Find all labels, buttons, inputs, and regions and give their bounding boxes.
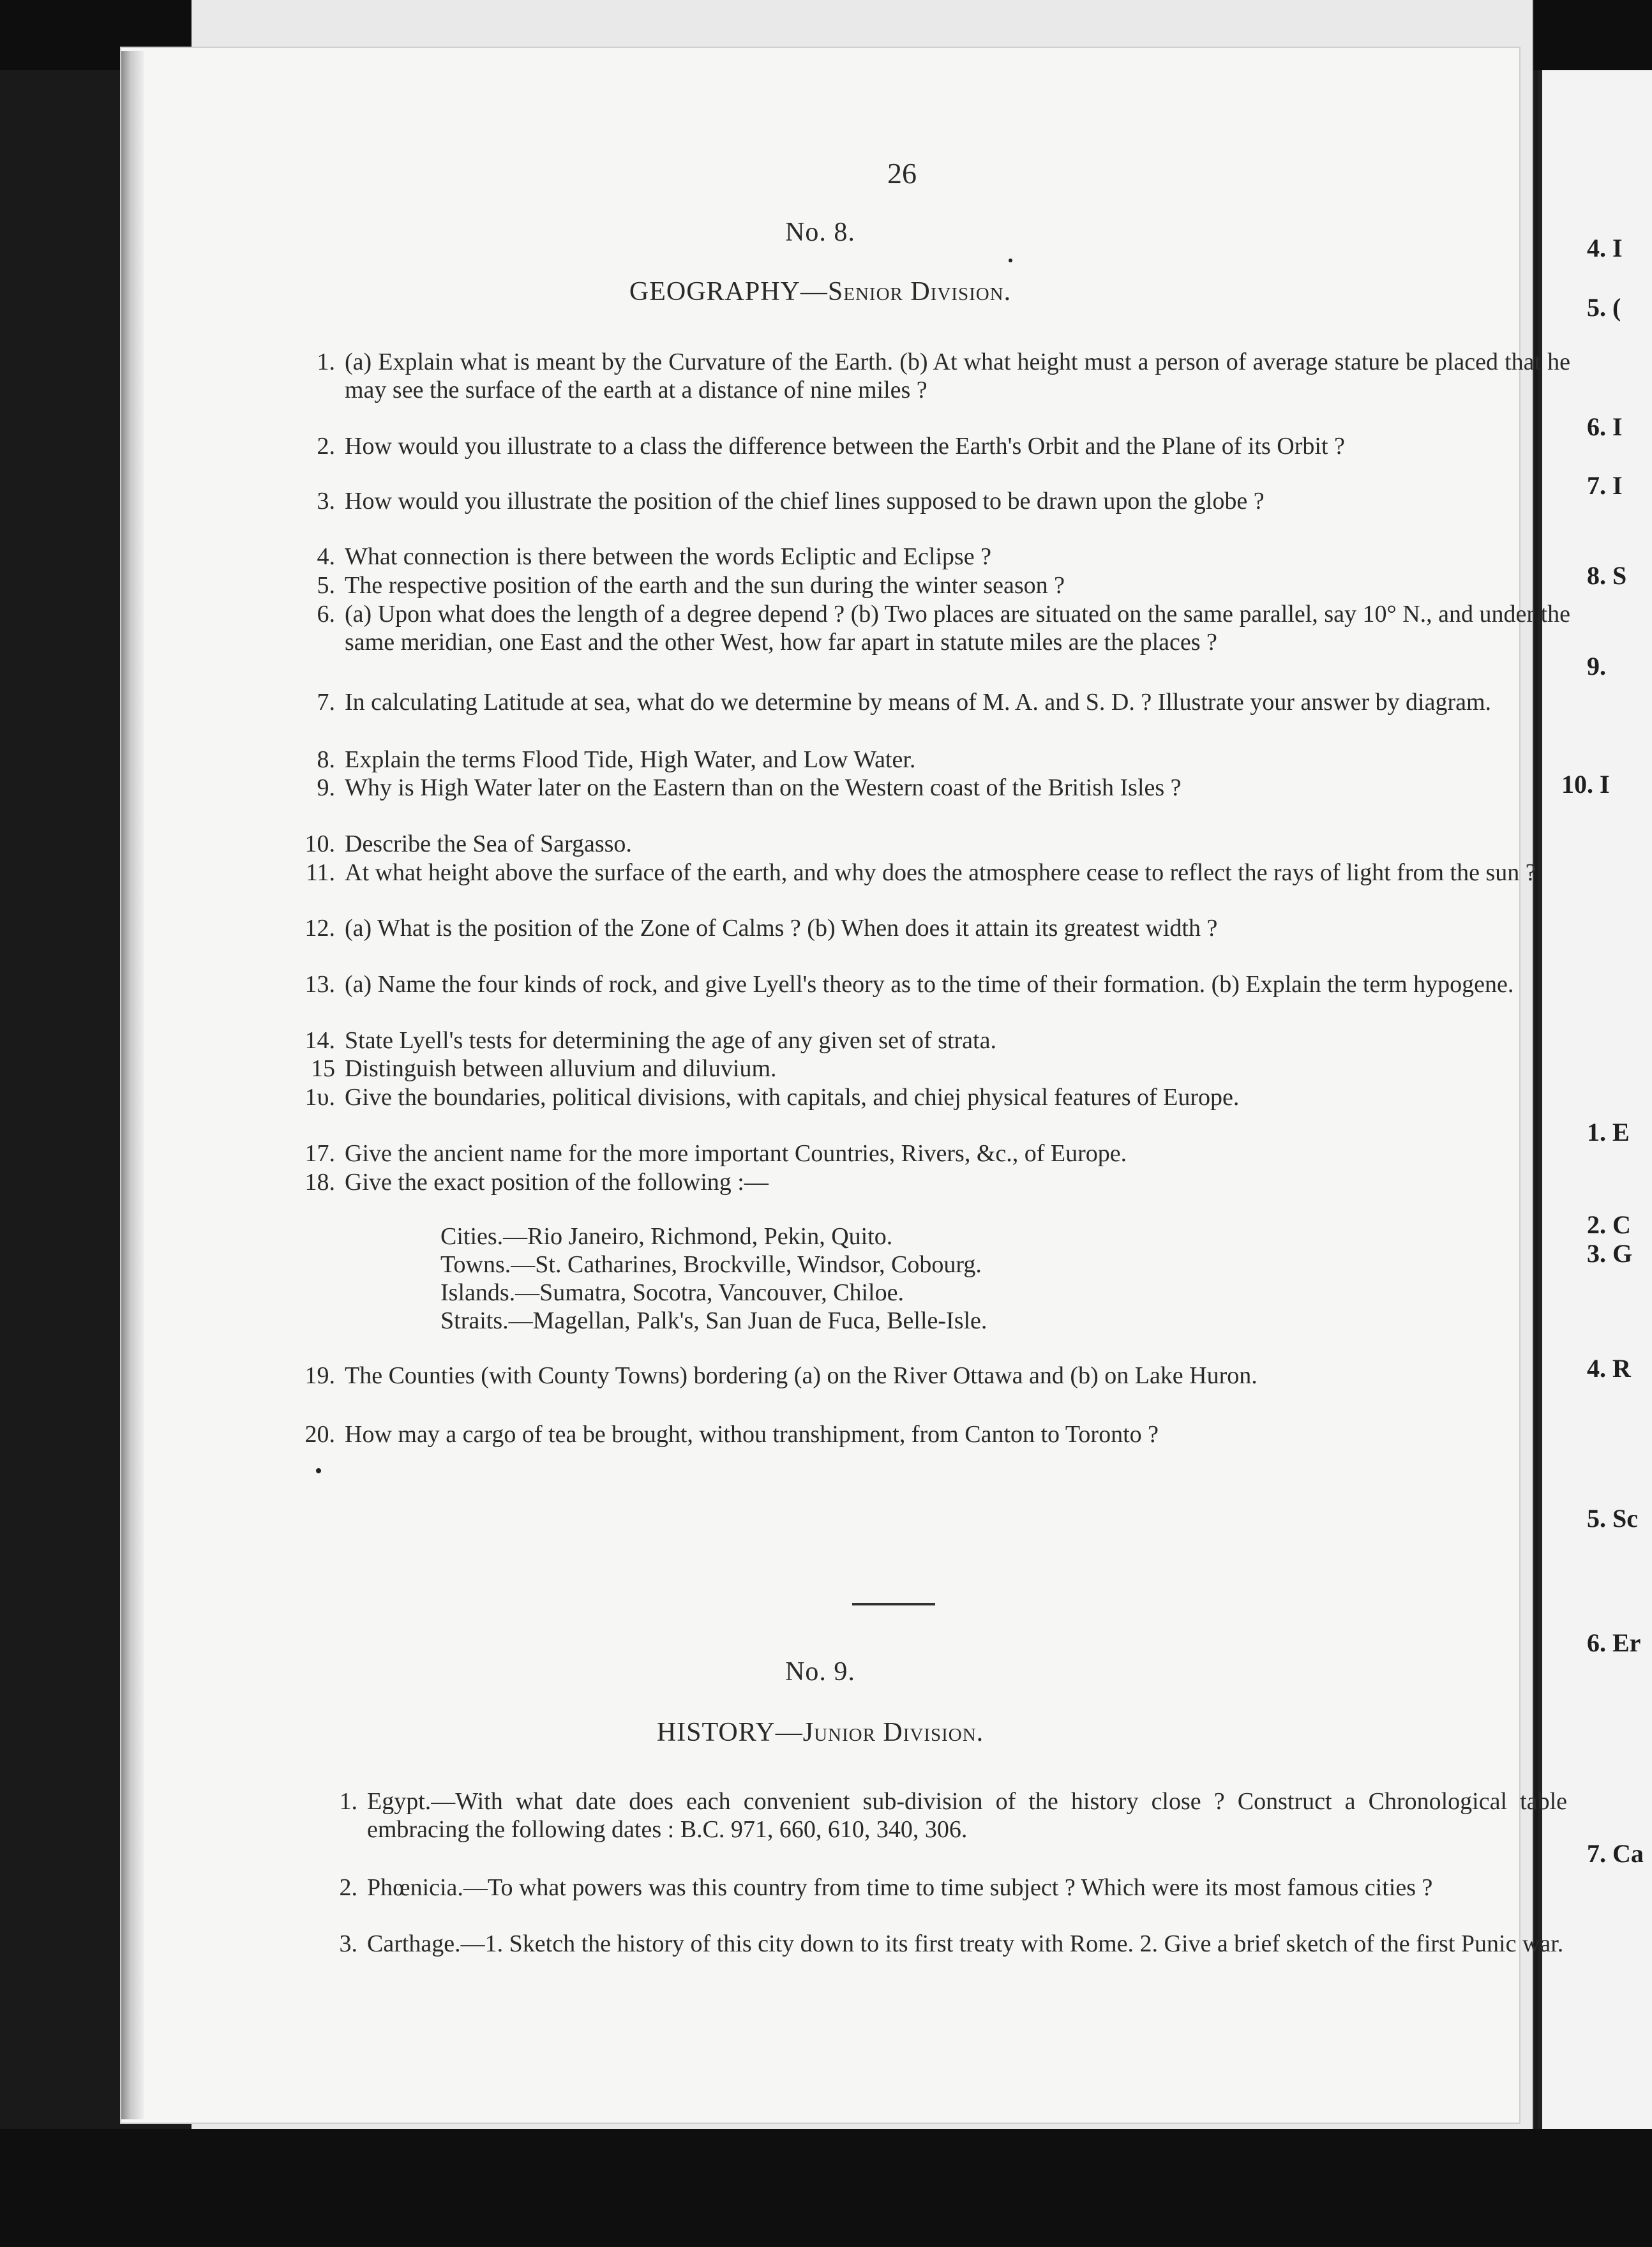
adjacent-fragment: 6. I xyxy=(1587,412,1623,441)
question-number: 12. xyxy=(304,915,335,942)
question-number: 1υ. xyxy=(304,1084,335,1111)
question-number: 2. xyxy=(317,433,335,460)
question-text: Describe the Sea of Sargasso. xyxy=(345,830,632,857)
question-text: What connection is there between the words Ecliptic and Eclipse ? xyxy=(345,543,991,570)
question-item xyxy=(317,348,1570,404)
question-number: 11. xyxy=(305,859,335,886)
question-item xyxy=(339,1874,1567,1902)
question-number: 8. xyxy=(317,746,335,773)
question-text: (a) Name the four kinds of rock, and give Lyell's theory as to the time of their formation. (b) Explain the term hypogene. xyxy=(345,971,1514,998)
page-binding-edge xyxy=(121,51,144,2119)
adjacent-fragment: 2. C xyxy=(1587,1210,1631,1239)
sublist-item: Islands.—Sumatra, Socotra, Vancouver, Chiloe. xyxy=(440,1279,904,1306)
question-item xyxy=(317,432,1570,460)
question-item xyxy=(305,859,1570,887)
question-number: 18. xyxy=(304,1169,335,1196)
section-title-subject: HISTORY— xyxy=(656,1718,803,1747)
adjacent-fragment: 1. E xyxy=(1587,1118,1630,1146)
question-text: Explain the terms Flood Tide, High Water, and Low Water. xyxy=(345,746,916,773)
question-number: 5. xyxy=(317,572,335,599)
question-text: How may a cargo of tea be brought, withou transhipment, from Canton to Toronto ? xyxy=(345,1421,1159,1448)
adjacent-fragment: 9. xyxy=(1587,652,1606,680)
question-item xyxy=(304,1420,1570,1448)
question-text: Carthage.—1. Sketch the history of this city down to its first treaty with Rome. 2. Give a brief sketch of the first Punic war. xyxy=(367,1930,1564,1957)
question-text: The Counties (with County Towns) bordering (a) on the River Ottawa and (b) on Lake Huron. xyxy=(345,1362,1258,1389)
question-item xyxy=(311,1055,1570,1083)
question-item xyxy=(304,830,1570,858)
question-item xyxy=(317,688,1570,716)
section-number: No. 8. xyxy=(785,218,855,247)
question-number: 14. xyxy=(304,1027,335,1054)
question-text: Egypt.—With what date does each convenient sub-division of the history close ? Construct a Chronological table embracing the following dates : B.C. 971, 660, 610, 340, 306. xyxy=(367,1788,1567,1843)
question-item xyxy=(304,914,1570,942)
question-item xyxy=(339,1930,1567,1958)
question-text: Distinguish between alluvium and diluvium. xyxy=(345,1055,777,1082)
scan-bottom-border xyxy=(0,2129,1652,2247)
question-item xyxy=(304,1168,1570,1196)
question-text: How would you illustrate the position of the chief lines supposed to be drawn upon the globe ? xyxy=(345,488,1265,515)
question-text: (a) Explain what is meant by the Curvature of the Earth. (b) At what height must a person of average stature be placed that he may see the surface of the earth at a distance of nine miles ? xyxy=(345,349,1570,403)
question-number: 3. xyxy=(339,1930,357,1957)
question-text: Give the ancient name for the more important Countries, Rivers, &c., of Europe. xyxy=(345,1140,1127,1167)
question-item xyxy=(304,970,1570,998)
section-divider xyxy=(852,1603,935,1605)
section-title-division: Senior Division. xyxy=(827,277,1012,306)
question-item xyxy=(304,1026,1570,1055)
question-item xyxy=(317,746,1570,774)
question-text: Why is High Water later on the Eastern than on the Western coast of the British Isles ? xyxy=(345,774,1182,801)
question-text: Phœnicia.—To what powers was this country from time to time subject ? Which were its most famous cities ? xyxy=(367,1874,1433,1901)
question-number: 17. xyxy=(304,1140,335,1167)
question-item xyxy=(317,543,1570,571)
adjacent-fragment: 10. I xyxy=(1561,770,1610,799)
question-item xyxy=(317,774,1570,802)
sublist-item: Cities.—Rio Janeiro, Richmond, Pekin, Quito. xyxy=(440,1223,893,1250)
section-number: No. 9. xyxy=(785,1657,855,1687)
question-item xyxy=(304,1083,1570,1111)
question-number: 20. xyxy=(304,1421,335,1448)
adjacent-fragment: 4. I xyxy=(1587,234,1623,262)
question-text: The respective position of the earth and the sun during the winter season ? xyxy=(345,572,1065,599)
question-text: Give the boundaries, political divisions, with capitals, and chiej physical features of Europe. xyxy=(345,1084,1240,1111)
question-text: Give the exact position of the following :— xyxy=(345,1169,769,1196)
adjacent-fragment: 8. S xyxy=(1587,561,1627,590)
question-number: 9. xyxy=(317,774,335,801)
question-text: State Lyell's tests for determining the age of any given set of strata. xyxy=(345,1027,996,1054)
question-number: 10. xyxy=(304,830,335,857)
question-text: How would you illustrate to a class the difference between the Earth's Orbit and the Plane of its Orbit ? xyxy=(345,433,1345,460)
question-text: In calculating Latitude at sea, what do we determine by means of M. A. and S. D. ? Illustrate your answer by diagram. xyxy=(345,689,1492,716)
sublist-item: Towns.—St. Catharines, Brockville, Windsor, Cobourg. xyxy=(440,1251,982,1278)
question-number: 19. xyxy=(304,1362,335,1389)
question-item xyxy=(317,487,1570,515)
adjacent-fragment: 5. Sc xyxy=(1587,1504,1638,1533)
question-number: 2. xyxy=(339,1874,357,1901)
section-title xyxy=(121,1717,1519,1748)
sublist-item: Straits.—Magellan, Palk's, San Juan de Fuca, Belle-Isle. xyxy=(440,1307,987,1334)
adjacent-fragment: 5. ( xyxy=(1587,293,1621,322)
question-number: 4. xyxy=(317,543,335,570)
adjacent-fragment: 4. R xyxy=(1587,1354,1631,1383)
section-title-division: Junior Division. xyxy=(802,1718,984,1747)
question-item xyxy=(317,600,1570,656)
document-page xyxy=(121,48,1570,2123)
adjacent-fragment: 3. G xyxy=(1587,1239,1633,1268)
question-item xyxy=(317,571,1570,599)
ink-speck xyxy=(316,1468,321,1473)
question-number: 1. xyxy=(317,349,335,375)
question-number: 13. xyxy=(304,971,335,998)
question-item xyxy=(339,1787,1567,1844)
ink-speck xyxy=(1009,259,1012,262)
section-title-subject: GEOGRAPHY— xyxy=(629,277,828,306)
section-title xyxy=(121,276,1519,307)
question-number: 1. xyxy=(339,1788,357,1815)
question-item xyxy=(304,1139,1570,1168)
question-number: 7. xyxy=(317,689,335,716)
question-item xyxy=(304,1362,1570,1390)
page-number: 26 xyxy=(887,157,917,190)
question-text: At what height above the surface of the earth, and why does the atmosphere cease to reflect the rays of light from the sun ? xyxy=(345,859,1536,886)
question-number: 3. xyxy=(317,488,335,515)
question-number: 15 xyxy=(311,1055,335,1082)
adjacent-fragment: 7. Ca xyxy=(1587,1839,1644,1868)
adjacent-fragment: 6. Er xyxy=(1587,1628,1641,1657)
adjacent-fragment: 7. I xyxy=(1587,471,1623,500)
question-number: 6. xyxy=(317,601,335,628)
question-text: (a) Upon what does the length of a degree depend ? (b) Two places are situated on the same parallel, say 10° N., and under the same meridian, one East and the other West, how far apart in statute miles are the places ? xyxy=(345,601,1570,656)
question-text: (a) What is the position of the Zone of Calms ? (b) When does it attain its greatest width ? xyxy=(345,915,1218,942)
